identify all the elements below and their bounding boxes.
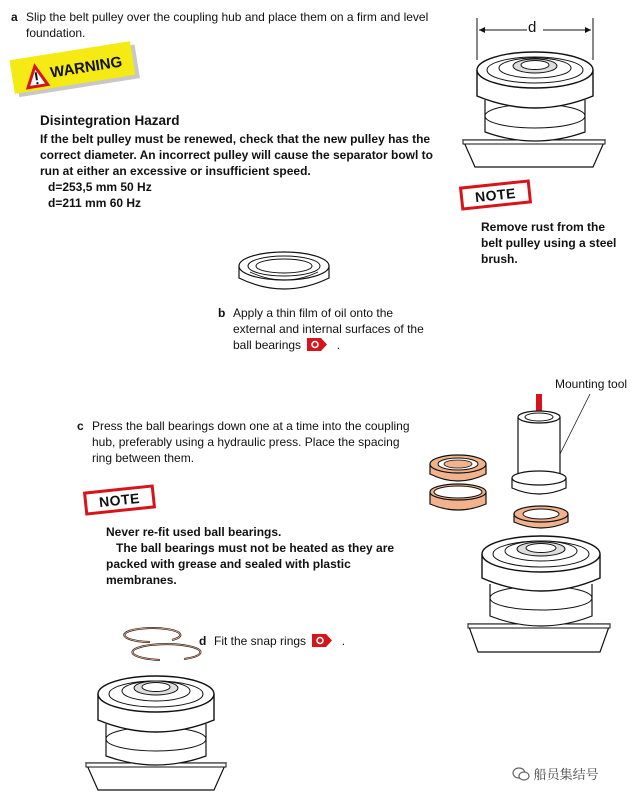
note-line: belt pulley using a steel — [481, 236, 617, 250]
watermark — [512, 764, 599, 783]
press-assembly-diagram — [420, 374, 635, 656]
bearing-figure — [236, 248, 332, 298]
step-c-line: ring between them. — [92, 451, 195, 465]
reference-arrow-icon[interactable] — [312, 634, 332, 647]
mounting-tool-label: Mounting tool — [555, 377, 628, 391]
note-line: Never re-fit used ball bearings. — [106, 525, 282, 539]
pulley-figure-top — [455, 10, 615, 170]
step-a-line2: foundation. — [26, 26, 86, 40]
hazard-title-text: Disintegration Hazard — [40, 113, 180, 128]
hazard-spec: d=211 mm 60 Hz — [48, 196, 142, 210]
snap-ring-figure — [80, 628, 230, 793]
step-d-text: Fit the snap rings — [214, 634, 307, 648]
hazard-line: correct diameter. An incorrect pulley will cause the separator bowl to — [40, 148, 434, 162]
warning-text: WARNING — [49, 53, 124, 82]
note-line: packed with grease and sealed with plastic — [106, 557, 351, 571]
press-figure — [420, 374, 635, 656]
step-c-line: hub, preferably using a hydraulic press. Place the spacing — [92, 435, 400, 449]
ball-bearing-diagram — [236, 248, 332, 298]
note-line: The ball bearings must not be heated as they are — [116, 541, 395, 555]
step-a-line1: Slip the belt pulley over the coupling hub and place them on a firm and level — [26, 10, 429, 24]
step-b-end: . — [336, 338, 341, 352]
step-letter: c — [77, 419, 84, 433]
step-b-text: ball bearings — [233, 338, 302, 352]
step-c — [77, 418, 422, 466]
note-badge-2: NOTE — [83, 484, 156, 515]
hazard-spec: d=253,5 mm 50 Hz — [48, 180, 152, 194]
note-badge-1: NOTE — [459, 179, 532, 210]
reference-arrow-icon[interactable] — [307, 338, 327, 351]
dimension-label: d — [528, 19, 537, 36]
note-1-text — [481, 219, 631, 267]
hazard-line: If the belt pulley must be renewed, check that the new pulley has the — [40, 132, 431, 146]
step-d — [199, 633, 414, 649]
note-line: brush. — [481, 252, 518, 266]
step-letter: d — [199, 634, 207, 648]
step-b — [218, 305, 453, 353]
wechat-icon — [512, 767, 530, 781]
step-b-line: external and internal surfaces of the — [233, 322, 424, 336]
watermark-text: 船员集结号 — [533, 767, 599, 782]
step-letter: b — [218, 306, 226, 320]
hazard-line: run at either an excessive or insufficient speed. — [40, 164, 311, 178]
step-a — [11, 9, 456, 41]
step-c-line: Press the ball bearings down one at a time into the coupling — [92, 419, 410, 433]
step-d-end: . — [341, 634, 346, 648]
snap-ring-diagram — [80, 628, 230, 793]
step-b-line3 — [233, 337, 453, 353]
step-b-line: Apply a thin film of oil onto the — [233, 306, 394, 320]
warning-label — [12, 46, 140, 94]
hazard-body — [40, 131, 460, 211]
note-line: membranes. — [106, 573, 177, 587]
note-line: Remove rust from the — [481, 220, 606, 234]
note-2-text — [106, 524, 426, 588]
step-letter: a — [11, 10, 18, 24]
